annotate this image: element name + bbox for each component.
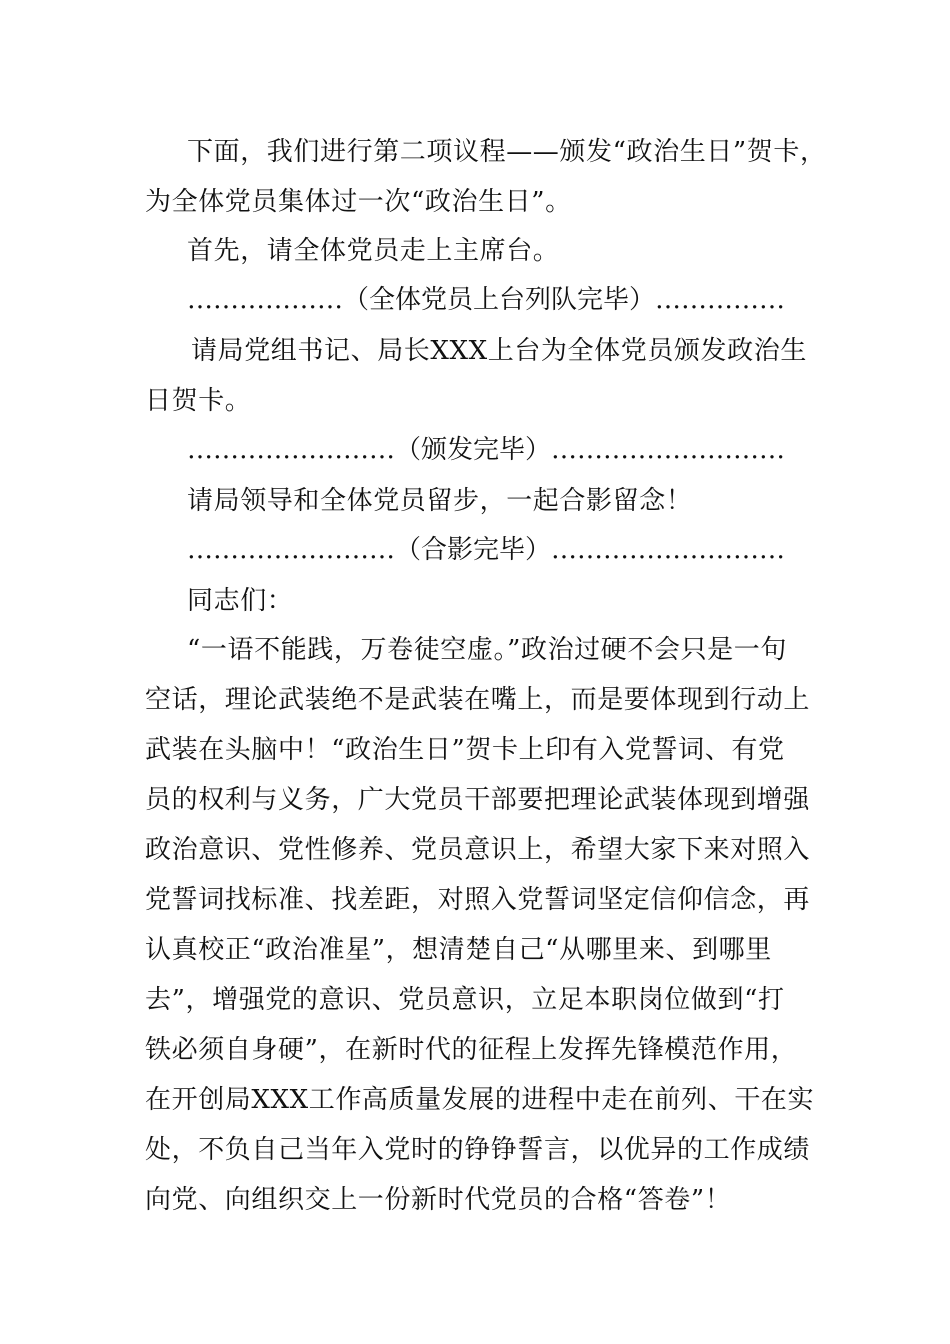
stage-direction-photo-done: ……………………（合影完毕）……………………… — [187, 535, 786, 565]
speech-body-line-6: 党誓词找标准、找差距，对照入党誓词坚定信仰信念，再 — [145, 885, 811, 915]
paragraph-agenda-line-1: 下面，我们进行第二项议程——颁发“政治生日”贺卡， — [187, 137, 827, 167]
speech-body-line-9: 铁必须自身硬”，在新时代的征程上发挥先锋模范作用， — [145, 1035, 798, 1065]
speech-body-line-3: 武装在头脑中！“政治生日”贺卡上印有入党誓词、有党 — [145, 735, 785, 765]
paragraph-group-photo: 请局领导和全体党员留步，一起合影留念！ — [187, 486, 693, 516]
stage-direction-presented: ……………………（颁发完毕）……………………… — [187, 435, 786, 465]
speech-body-line-12: 向党、向组织交上一份新时代党员的合格“答卷”！ — [145, 1185, 732, 1215]
paragraph-card-presentation-line-1: 请局党组书记、局长XXX上台为全体党员颁发政治生 — [191, 336, 807, 366]
speech-body-line-2: 空话，理论武装绝不是武装在嘴上，而是要体现到行动上 — [145, 685, 811, 715]
speech-body-line-1: “一语不能践，万卷徒空虚。”政治过硬不会只是一句 — [187, 635, 787, 665]
speech-body-line-7: 认真校正“政治准星”，想清楚自己“从哪里来、到哪里 — [145, 935, 772, 965]
speech-body-line-8: 去”，增强党的意识、党员意识，立足本职岗位做到“打 — [145, 985, 785, 1015]
speech-body-line-4: 员的权利与义务，广大党员干部要把理论武装体现到增强 — [145, 785, 811, 815]
stage-direction-lineup: ………………（全体党员上台列队完毕）…………… — [187, 285, 786, 315]
paragraph-invite-stage: 首先，请全体党员走上主席台。 — [187, 236, 560, 266]
speech-body-line-10: 在开创局XXX工作高质量发展的进程中走在前列、干在实 — [145, 1085, 815, 1115]
paragraph-agenda-line-2: 为全体党员集体过一次“政治生日”。 — [145, 187, 572, 217]
paragraph-card-presentation-line-2: 日贺卡。 — [145, 386, 252, 416]
salutation: 同志们： — [187, 586, 294, 616]
speech-body-line-11: 处，不负自己当年入党时的铮铮誓言，以优异的工作成绩 — [145, 1135, 811, 1165]
speech-body-line-5: 政治意识、党性修养、党员意识上，希望大家下来对照入 — [145, 835, 811, 865]
